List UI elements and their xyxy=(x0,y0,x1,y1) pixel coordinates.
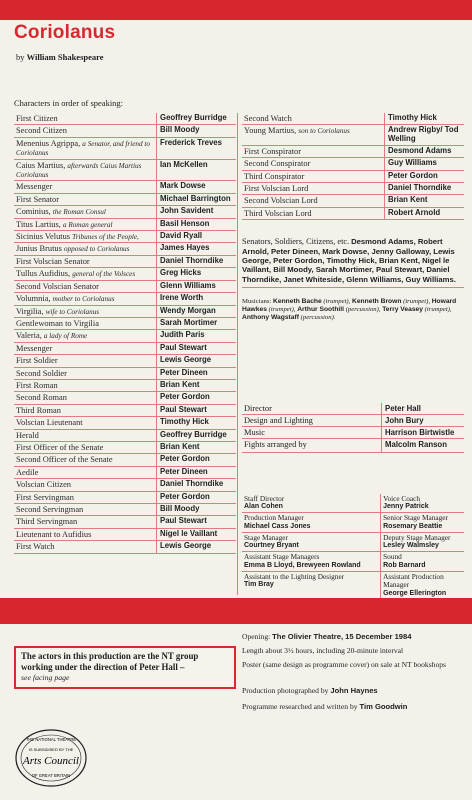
role-cell xyxy=(14,392,157,404)
actor-name: James Hayes xyxy=(157,243,237,255)
role-cell xyxy=(14,454,157,466)
role-cell xyxy=(14,305,157,317)
actor-name: Sarah Mortimer xyxy=(157,317,237,329)
cast-row xyxy=(14,113,236,125)
role-cell xyxy=(242,158,385,170)
musician-name: Anthony Wagstaff xyxy=(242,314,299,322)
role-name: First Conspirator xyxy=(244,146,301,156)
actor-name: Peter Dineen xyxy=(157,466,237,478)
senators-names: Desmond Adams, Robert Arnold, Peter Dineen, Mark Dowse, Jenny Galloway, Lewis George, Peter Gordon, Timothy Hick, Brian Kent, Nigel le Vaillant, Bill Moody, Sarah Mortimer, Paul Stewart, Daniel Thorndike, Janet Whiteside, Glenn Williams, Guy Williams. xyxy=(242,237,456,284)
role-cell xyxy=(14,206,157,218)
musician-instrument: (percussion), xyxy=(345,306,381,314)
role-name: Virgilia, xyxy=(16,306,44,316)
staff-name: Rob Barnard xyxy=(383,561,426,569)
senators-label: Senators, Soldiers, Citizens, etc. xyxy=(242,237,350,246)
staff-name: Jenny Patrick xyxy=(383,503,429,511)
role-cell xyxy=(14,466,157,478)
cast-row xyxy=(14,379,236,391)
staff-cell xyxy=(242,494,380,512)
role-name: Messenger xyxy=(16,343,53,353)
cast-row xyxy=(242,195,464,207)
staff-grid xyxy=(242,494,464,600)
cast-row xyxy=(14,305,236,317)
role-name: Aedile xyxy=(16,467,39,477)
cast-row xyxy=(242,125,464,145)
actor-name: Daniel Thorndike xyxy=(157,255,237,267)
musician-name: Kenneth Brown xyxy=(352,298,402,305)
actor-name: Frederick Treves xyxy=(157,137,237,159)
role-name: Second Officer of the Senate xyxy=(16,455,113,465)
role-cell xyxy=(14,379,157,391)
opening-value: The Olivier Theatre, 15 December 1984 xyxy=(272,632,412,641)
middle-red-band xyxy=(0,598,472,624)
role-cell xyxy=(242,195,385,207)
creative-role: Director xyxy=(242,403,382,415)
role-cell xyxy=(14,231,157,243)
role-cell xyxy=(14,243,157,255)
role-cell xyxy=(242,113,385,125)
actor-name: Bill Moody xyxy=(157,125,237,137)
role-name: Second Soldier xyxy=(16,368,67,378)
role-name: Junius Brutus xyxy=(16,244,62,254)
role-name: Lieutenant to Aufidius xyxy=(16,529,92,539)
photo-name: John Haynes xyxy=(330,686,378,695)
staff-cell xyxy=(380,533,464,551)
staff-name: Tim Bray xyxy=(244,581,274,589)
actor-name: Glenn Williams xyxy=(157,280,237,292)
actor-name: Peter Gordon xyxy=(157,491,237,503)
staff-role: Stage Manager xyxy=(244,532,288,542)
role-name: Third Conspirator xyxy=(244,171,305,181)
role-note: Tribunes of the People, xyxy=(72,233,139,242)
photo-line xyxy=(242,686,470,695)
cast-row xyxy=(14,317,236,329)
role-name: First Senator xyxy=(16,194,60,204)
poster-line: Poster (same design as programme cover) on sale at NT bookshops xyxy=(242,660,447,669)
musicians-block xyxy=(242,298,464,322)
role-name: First Watch xyxy=(16,542,55,552)
seal-main-text: Arts Council xyxy=(23,755,79,767)
author-name: William Shakespeare xyxy=(26,52,104,62)
role-cell xyxy=(14,317,157,329)
senators-block xyxy=(242,237,464,288)
role-name: First Volscian Senator xyxy=(16,256,90,266)
cast-row xyxy=(14,125,236,137)
role-note: the Roman Consul xyxy=(52,208,106,217)
role-cell xyxy=(242,125,385,145)
cast-row xyxy=(14,429,236,441)
role-name: Second Conspirator xyxy=(244,159,311,169)
cast-row xyxy=(242,145,464,157)
actor-name: Wendy Morgan xyxy=(157,305,237,317)
opening-label: Opening: xyxy=(242,632,271,641)
musicians-label: Musicians: xyxy=(242,298,272,305)
cast-row xyxy=(242,113,464,125)
staff-role: Assistant Stage Managers xyxy=(244,552,320,562)
role-cell xyxy=(14,293,157,305)
creative-role: Music xyxy=(242,427,382,439)
role-name: First Volscian Lord xyxy=(244,184,309,194)
musician-name: Terry Veasey xyxy=(382,306,423,314)
actor-name: Basil Henson xyxy=(157,218,237,230)
actor-name: Geoffrey Burridge xyxy=(157,113,237,125)
role-name: Second Volscian Lord xyxy=(244,196,318,206)
role-cell xyxy=(14,441,157,453)
role-name: Titus Lartius, xyxy=(16,219,61,229)
role-name: Herald xyxy=(16,430,39,440)
creative-row xyxy=(242,415,464,427)
actor-name: Lewis George xyxy=(157,355,237,367)
author-line xyxy=(16,52,104,62)
role-cell xyxy=(14,429,157,441)
role-name: Tullus Aufidius, xyxy=(16,269,71,279)
cast-row xyxy=(14,342,236,354)
creative-team-table xyxy=(242,403,464,453)
creative-name: Harrison Birtwistle xyxy=(382,427,465,439)
staff-row xyxy=(242,494,464,513)
musician-instrument: (trumpet), xyxy=(323,298,351,305)
actor-name: Brian Kent xyxy=(385,195,465,207)
creative-row xyxy=(242,427,464,439)
staff-cell xyxy=(242,552,380,570)
role-name: Gentlewoman to Virgilia xyxy=(16,318,99,328)
role-cell xyxy=(14,218,157,230)
musician-instrument: (trumpet), xyxy=(403,298,431,305)
role-name: Valeria, xyxy=(16,331,42,341)
cast-row xyxy=(14,404,236,416)
staff-name: George Ellerington xyxy=(383,589,447,597)
role-name: Third Roman xyxy=(16,405,61,415)
role-name: Young Martius, xyxy=(244,126,297,136)
creative-name: John Bury xyxy=(382,415,465,427)
research-name: Tim Goodwin xyxy=(359,702,408,711)
role-note: general of the Volsces xyxy=(72,270,136,279)
role-cell xyxy=(14,342,157,354)
cast-row xyxy=(14,137,236,159)
cast-row xyxy=(14,541,236,553)
staff-name: Lesley Walmsley xyxy=(383,542,439,550)
photo-label: Production photographed by xyxy=(242,686,329,695)
actors-note-see: see facing page xyxy=(21,673,70,683)
role-name: Second Citizen xyxy=(16,126,67,136)
role-cell xyxy=(14,193,157,205)
cast-row xyxy=(14,454,236,466)
staff-cell xyxy=(242,533,380,551)
length-line: Length about 3½ hours, including 20-minute interval xyxy=(242,646,404,655)
actor-name: David Ryall xyxy=(157,231,237,243)
creative-row xyxy=(242,403,464,415)
actor-name: Daniel Thorndike xyxy=(157,479,237,491)
arts-council-seal xyxy=(14,728,88,788)
staff-cell xyxy=(380,494,464,512)
staff-name: Courtney Bryant xyxy=(244,542,299,550)
author-prefix: by xyxy=(16,52,25,62)
staff-cell xyxy=(380,552,464,570)
actor-name: Brian Kent xyxy=(157,441,237,453)
role-cell xyxy=(14,417,157,429)
role-name: Third Servingman xyxy=(16,517,78,527)
role-name: Volscian Citizen xyxy=(16,480,71,490)
staff-row xyxy=(242,533,464,552)
role-name: Third Volscian Lord xyxy=(244,208,312,218)
actors-note-box xyxy=(14,646,236,689)
cast-row xyxy=(14,392,236,404)
staff-role: Assistant Production Manager xyxy=(383,571,444,590)
staff-name: Emma B Lloyd, Brewyeen Rowland xyxy=(244,561,361,569)
staff-name: Rosemary Beattie xyxy=(383,522,443,530)
role-name: First Officer of the Senate xyxy=(16,442,104,452)
actor-name: Bill Moody xyxy=(157,504,237,516)
staff-cell xyxy=(380,513,464,531)
staff-row xyxy=(242,572,464,600)
actor-name: Mark Dowse xyxy=(157,181,237,193)
actor-name: Paul Stewart xyxy=(157,342,237,354)
musician-instrument: (percussion). xyxy=(300,314,336,322)
musician-name: Howard Hawkes xyxy=(242,298,457,314)
column-divider xyxy=(237,113,238,595)
actor-name: Guy Williams xyxy=(385,158,465,170)
cast-row xyxy=(14,193,236,205)
cast-row xyxy=(14,528,236,540)
role-name: First Soldier xyxy=(16,356,58,366)
actor-name: Andrew Rigby/ Tod Welling xyxy=(385,125,465,145)
actor-name: Michael Barrington xyxy=(157,193,237,205)
role-name: First Citizen xyxy=(16,114,58,123)
cast-row xyxy=(242,158,464,170)
role-name: Volscian Lieutenant xyxy=(16,418,83,428)
role-name: Volumnia, xyxy=(16,294,51,304)
role-name: Second Volscian Senator xyxy=(16,281,99,291)
cast-row xyxy=(14,243,236,255)
role-cell xyxy=(14,541,157,553)
musician-instrument: (trumpet), xyxy=(424,306,452,314)
cast-row xyxy=(14,441,236,453)
role-note: opposed to Coriolanus xyxy=(63,245,130,254)
actor-name: Lewis George xyxy=(157,541,237,553)
staff-role: Production Manager xyxy=(244,513,304,523)
staff-row xyxy=(242,552,464,571)
actor-name: Irene Worth xyxy=(157,293,237,305)
actor-name: Paul Stewart xyxy=(157,404,237,416)
role-name: Messenger xyxy=(16,182,53,192)
actor-name: Desmond Adams xyxy=(385,145,465,157)
play-title: Coriolanus xyxy=(14,22,116,43)
cast-row xyxy=(14,355,236,367)
role-name: Caius Martius, xyxy=(16,160,66,170)
cast-row xyxy=(242,207,464,219)
actor-name: Timothy Hick xyxy=(157,417,237,429)
actor-name: Judith Paris xyxy=(157,330,237,342)
staff-cell xyxy=(242,513,380,531)
actor-name: Robert Arnold xyxy=(385,207,465,219)
actor-name: Ian McKellen xyxy=(157,159,237,181)
role-name: First Servingman xyxy=(16,492,74,502)
staff-role: Assistant to the Lighting Designer xyxy=(244,571,345,581)
top-red-band xyxy=(0,0,472,20)
cast-row xyxy=(14,159,236,181)
cast-row xyxy=(14,206,236,218)
staff-cell xyxy=(380,572,464,599)
creative-name: Peter Hall xyxy=(382,403,465,415)
role-note: afterwards Caius Martius Coriolanus xyxy=(16,161,142,180)
cast-row xyxy=(14,504,236,516)
seal-bottom-text: OF GREAT BRITAIN xyxy=(31,773,71,778)
research-label: Programme researched and written by xyxy=(242,702,358,711)
staff-role: Deputy Stage Manager xyxy=(383,532,451,542)
role-note: mother to Coriolanus xyxy=(52,295,115,304)
actor-name: Greg Hicks xyxy=(157,268,237,280)
cast-row xyxy=(14,280,236,292)
seal-mid-text: IS SUBSIDISED BY THE xyxy=(28,747,74,752)
role-cell xyxy=(14,504,157,516)
cast-row xyxy=(14,181,236,193)
cast-row xyxy=(14,516,236,528)
staff-role: Voice Coach xyxy=(383,494,421,503)
role-cell xyxy=(242,170,385,182)
research-line xyxy=(242,702,470,711)
role-cell xyxy=(14,137,157,159)
role-name: Second Servingman xyxy=(16,505,84,514)
cast-row xyxy=(14,367,236,379)
actor-name: Brian Kent xyxy=(157,379,237,391)
cast-row xyxy=(242,183,464,195)
right-cast-table xyxy=(242,113,464,220)
role-note: wife to Coriolanus xyxy=(45,307,100,316)
role-cell xyxy=(242,183,385,195)
role-cell xyxy=(14,367,157,379)
role-note: a Roman general xyxy=(62,220,113,229)
cast-row xyxy=(14,479,236,491)
musician-instrument: (trumpet), xyxy=(268,306,296,314)
staff-role: Sound xyxy=(383,552,402,562)
cast-heading: Characters in order of speaking: xyxy=(14,98,124,108)
staff-name: Alan Cohen xyxy=(244,503,283,511)
actor-name: Daniel Thorndike xyxy=(385,183,465,195)
creative-role: Design and Lighting xyxy=(242,415,382,427)
actor-name: Peter Dineen xyxy=(157,367,237,379)
role-name: Menenius Agrippa, xyxy=(16,138,81,148)
role-name: Sicinius Velutus xyxy=(16,232,71,242)
role-cell xyxy=(14,125,157,137)
cast-row xyxy=(14,417,236,429)
role-cell xyxy=(14,280,157,292)
cast-row xyxy=(14,218,236,230)
cast-row xyxy=(14,293,236,305)
role-cell xyxy=(242,145,385,157)
role-name: Second Watch xyxy=(244,114,292,123)
opening-line xyxy=(242,632,470,641)
role-cell xyxy=(14,404,157,416)
role-cell xyxy=(14,181,157,193)
role-note: son to Coriolanus xyxy=(298,127,350,136)
musician-name: Kenneth Bache xyxy=(273,298,322,305)
seal-top-text: THE NATIONAL THEATRE xyxy=(25,737,77,742)
role-cell xyxy=(14,268,157,280)
staff-role: Staff Director xyxy=(244,494,285,503)
role-name: Cominius, xyxy=(16,207,51,217)
role-cell xyxy=(14,159,157,181)
actor-name: Nigel le Vaillant xyxy=(157,528,237,540)
role-cell xyxy=(14,516,157,528)
role-name: Second Roman xyxy=(16,393,67,403)
staff-name: Michael Cass Jones xyxy=(244,522,311,530)
actor-name: Timothy Hick xyxy=(385,113,465,125)
left-cast-table xyxy=(14,113,236,554)
staff-cell xyxy=(242,572,380,599)
cast-row xyxy=(14,255,236,267)
role-name: First Roman xyxy=(16,380,58,390)
actor-name: Geoffrey Burridge xyxy=(157,429,237,441)
role-cell xyxy=(14,330,157,342)
staff-row xyxy=(242,513,464,532)
creative-name: Malcolm Ranson xyxy=(382,439,465,453)
role-cell xyxy=(14,113,157,125)
actor-name: Peter Gordon xyxy=(385,170,465,182)
cast-row xyxy=(14,231,236,243)
cast-row xyxy=(14,491,236,503)
cast-row xyxy=(14,268,236,280)
cast-row xyxy=(242,170,464,182)
cast-row xyxy=(14,466,236,478)
creative-role: Fights arranged by xyxy=(242,439,382,453)
role-cell xyxy=(14,491,157,503)
cast-row xyxy=(14,330,236,342)
role-cell xyxy=(242,207,385,219)
actor-name: Paul Stewart xyxy=(157,516,237,528)
role-cell xyxy=(14,255,157,267)
actor-name: Peter Gordon xyxy=(157,392,237,404)
actor-name: Peter Gordon xyxy=(157,454,237,466)
role-cell xyxy=(14,355,157,367)
creative-row xyxy=(242,439,464,453)
role-note: a Senator, and friend to Coriolanus xyxy=(16,139,150,158)
musician-name: Arthur Soothill xyxy=(297,306,345,314)
actors-note-text: The actors in this production are the NT group working under the direction of Peter Hall – xyxy=(21,651,199,672)
role-cell xyxy=(14,479,157,491)
role-note: a lady of Rome xyxy=(43,332,88,341)
role-cell xyxy=(14,528,157,540)
actor-name: John Savident xyxy=(157,206,237,218)
staff-role: Senior Stage Manager xyxy=(383,513,448,523)
